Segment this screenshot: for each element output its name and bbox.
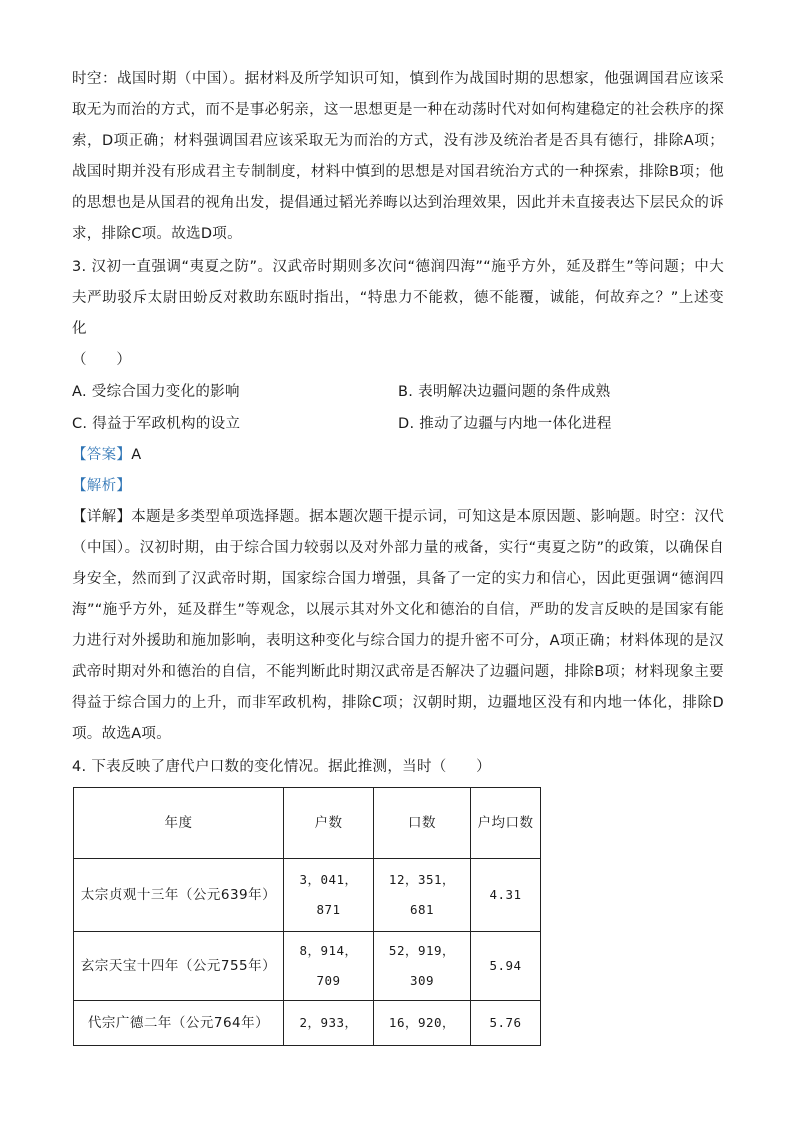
table-row	[74, 932, 541, 1001]
document-content	[72, 64, 724, 1046]
table-cell: 太宗贞观十三年（公元639年）	[74, 859, 284, 932]
option-a: A. 受综合国力变化的影响	[72, 384, 240, 400]
table-header-cell: 户数	[284, 788, 374, 859]
table-header-cell: 年度	[74, 788, 284, 859]
table-cell: 3，041，871	[284, 859, 374, 932]
question-3-stem: 3. 汉初一直强调“夷夏之防”。汉武帝时期则多次问“德润四海”“施乎方外，延及群生”等问题；中大夫严助驳斥太尉田蚡反对救助东瓯时指出，“特患力不能救，德不能覆，诚能，何故弃之？”上述变化	[72, 259, 724, 337]
table-cell: 8，914，709	[284, 932, 374, 1001]
table-cell: 4.31	[471, 859, 541, 932]
table-row	[74, 1001, 541, 1046]
table-cell: 12，351，681	[374, 859, 471, 932]
answer-tag: 【答案】	[72, 447, 132, 463]
table-cell: 52，919，309	[374, 932, 471, 1001]
table-cell: 5.76	[471, 1001, 541, 1046]
table-header-row	[74, 788, 541, 859]
table-header-cell: 户均口数	[471, 788, 541, 859]
question-4-stem: 4. 下表反映了唐代户口数的变化情况。据此推测，当时（ ）	[72, 759, 491, 775]
question-3-options	[72, 376, 724, 440]
table-cell: 玄宗天宝十四年（公元755年）	[74, 932, 284, 1001]
answer-value: A	[131, 447, 142, 463]
option-b: B. 表明解决边疆问题的条件成熟	[398, 384, 611, 400]
answer-line	[72, 440, 724, 471]
detail-text: 本题是多类型单项选择题。据本题次题干提示词，可知这是本原因题、影响题。时空：汉代（中国）。汉初时期，由于综合国力较弱以及对外部力量的戒备，实行“夷夏之防”的政策，以确保自身安全，然而到了汉武帝时期，国家综合国力增强，具备了一定的实力和信心，因此更强调“德润四海”“施乎方外，延及群生”等观念，以展示其对外文化和德治的自信，严助的发言反映的是国家有能力进行对外援助和施加影响，表明这种变化与综合国力的提升密不可分，A项正确；材料体现的是汉武帝时期对外和德治的自信，不能判断此时期汉武帝是否解决了边疆问题，排除B项；材料现象主要得益于综合国力的上升，而非军政机构，排除C项；汉朝时期，边疆地区没有和内地一体化，排除D项。故选A项。	[72, 509, 724, 742]
analysis-tag: 【解析】	[72, 478, 132, 494]
table-header-cell: 口数	[374, 788, 471, 859]
option-c: C. 得益于军政机构的设立	[72, 416, 241, 432]
table-cell: 2，933，	[284, 1001, 374, 1046]
analysis-paragraph-q2: 时空：战国时期（中国）。据材料及所学知识可知，慎到作为战国时期的思想家，他强调国君应该采取无为而治的方式，而不是事必躬亲，这一思想更是一种在动荡时代对如何构建稳定的社会秩序的探索，D项正确；材料强调国君应该采取无为而治的方式，没有涉及统治者是否具有德行，排除A项；战国时期并没有形成君主专制制度，材料中慎到的思想是对国君统治方式的一种探索，排除B项；他的思想也是从国君的视角出发，提倡通过韬光养晦以达到治理效果，因此并未直接表达下层民众的诉求，排除C项。故选D项。	[72, 71, 724, 242]
detail-tag: 【详解】	[72, 509, 132, 525]
question-3-paren: （ ）	[72, 352, 132, 368]
table-cell: 代宗广德二年（公元764年）	[74, 1001, 284, 1046]
table-cell: 5.94	[471, 932, 541, 1001]
option-d: D. 推动了边疆与内地一体化进程	[398, 416, 612, 432]
analysis-heading	[72, 471, 724, 502]
detail-paragraph	[72, 502, 724, 750]
table-row	[74, 859, 541, 932]
population-table	[73, 787, 541, 1046]
table-cell: 16，920，	[374, 1001, 471, 1046]
